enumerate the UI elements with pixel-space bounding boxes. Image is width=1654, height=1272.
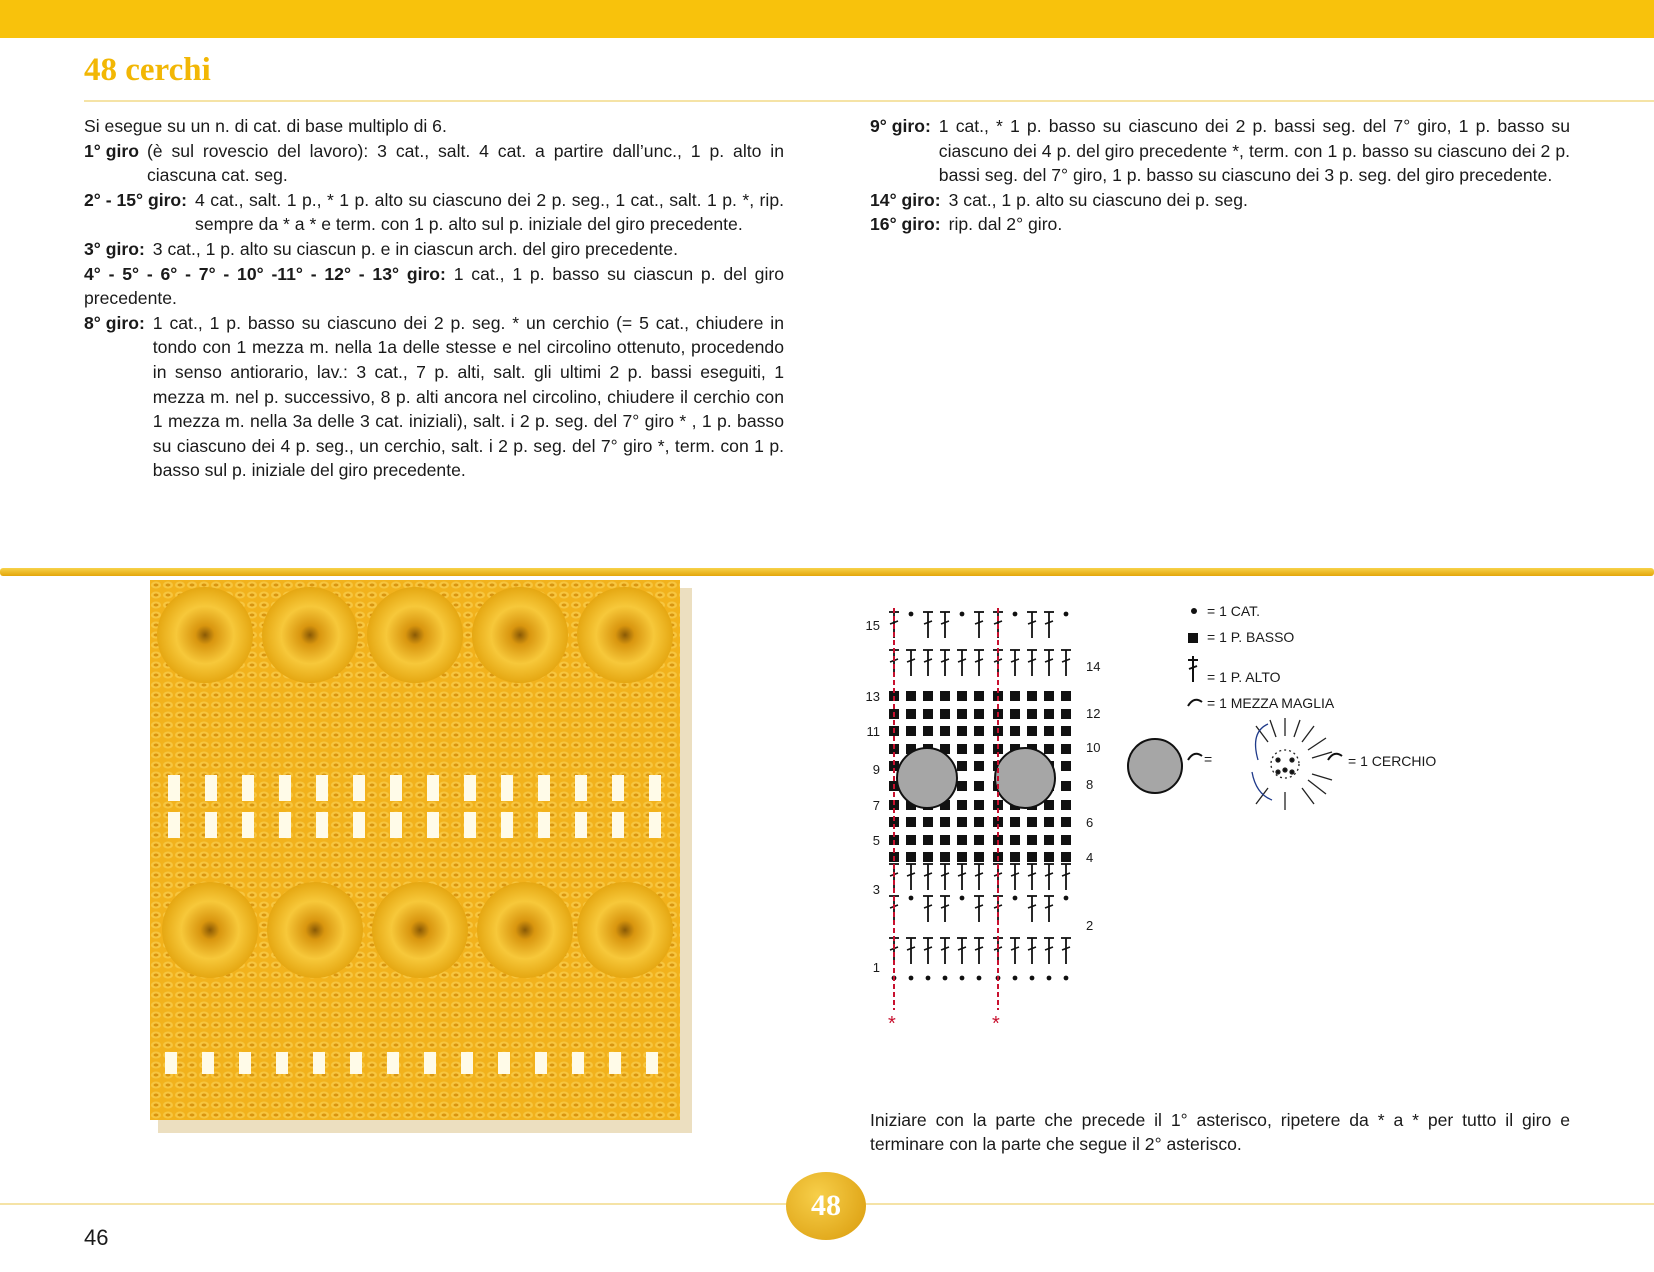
legend-cerchio: = 1 CERCHIO bbox=[1348, 753, 1437, 769]
step-text: 1 cat., * 1 p. basso su ciascuno dei 2 p. bassi seg. del 7° giro, 1 p. basso su ciascuno dei 4 p. del giro precedente *, term. con 1 p. basso su ciascuno dei 2 p. bassi seg. del 7° giro, 1 p. basso su ciascuno dei 3 p. seg. del giro precedente. bbox=[938, 116, 1570, 186]
step-text: (è sul rovescio del lavoro): 3 cat., salt. 4 cat. a partire dall’unc., 1 p. alto in ciascuna cat. seg. bbox=[146, 140, 784, 186]
chain-stitch bbox=[1013, 612, 1018, 617]
legend-alto: = 1 P. ALTO bbox=[1207, 669, 1281, 685]
chain-stitch bbox=[909, 896, 914, 901]
row-number: 5 bbox=[872, 833, 880, 848]
single-crochet-stitch bbox=[1010, 691, 1020, 701]
chain-stitch bbox=[960, 612, 965, 617]
row-number: 2 bbox=[1086, 918, 1094, 933]
pattern-number-badge: 48 bbox=[786, 1172, 866, 1240]
step-label: 16° giro: bbox=[870, 214, 941, 235]
step-row-9 bbox=[870, 114, 1570, 188]
single-crochet-stitch bbox=[957, 744, 967, 754]
step-text: 1 cat., 1 p. basso su ciascun p. del giro precedente. bbox=[84, 263, 784, 309]
row-number: 10 bbox=[1086, 740, 1101, 755]
intro-line: Si esegue su un n. di cat. di base multiplo di 6. bbox=[84, 116, 447, 136]
page-number: 46 bbox=[84, 1225, 109, 1250]
single-crochet-stitch bbox=[1010, 709, 1020, 719]
chain-stitch bbox=[1047, 976, 1052, 981]
step-label: 1° giro bbox=[84, 140, 139, 161]
single-crochet-stitch bbox=[1027, 835, 1037, 845]
row-number: 8 bbox=[1086, 777, 1094, 792]
single-crochet-stitch bbox=[923, 709, 933, 719]
single-crochet-stitch bbox=[1044, 800, 1054, 810]
page-title: 48 cerchi bbox=[84, 52, 211, 88]
step-row-16 bbox=[870, 212, 1570, 237]
crochet-swatch-photo bbox=[150, 580, 700, 1140]
chain-stitch bbox=[926, 976, 931, 981]
single-crochet-stitch bbox=[1010, 726, 1020, 736]
single-crochet-stitch bbox=[1010, 835, 1020, 845]
single-crochet-stitch bbox=[940, 835, 950, 845]
single-crochet-stitch bbox=[974, 761, 984, 771]
yarn-strand-divider bbox=[0, 568, 1654, 576]
single-crochet-stitch bbox=[974, 852, 984, 862]
single-crochet-stitch bbox=[906, 726, 916, 736]
single-crochet-stitch bbox=[923, 691, 933, 701]
chart-legend bbox=[1128, 603, 1436, 810]
asterisk-marker: * bbox=[992, 1013, 1000, 1030]
flower-row-bottom bbox=[162, 882, 673, 978]
chain-stitch bbox=[909, 976, 914, 981]
legend-cat: = 1 CAT. bbox=[1207, 603, 1261, 619]
single-crochet-stitch bbox=[906, 852, 916, 862]
chain-stitch bbox=[1030, 976, 1035, 981]
circle-diagram-icon bbox=[1252, 718, 1332, 810]
single-crochet-stitch bbox=[923, 726, 933, 736]
step-label: 2° - 15° giro: bbox=[84, 189, 188, 210]
row-number: 9 bbox=[872, 762, 880, 777]
crochet-chart bbox=[850, 600, 1450, 1030]
single-crochet-stitch bbox=[1061, 852, 1071, 862]
row-number: 13 bbox=[865, 689, 880, 704]
chain-stitch bbox=[909, 612, 914, 617]
single-crochet-stitch bbox=[1061, 817, 1071, 827]
top-color-bar bbox=[0, 0, 1654, 38]
single-crochet-stitch bbox=[1010, 817, 1020, 827]
single-crochet-stitch bbox=[974, 835, 984, 845]
single-crochet-stitch bbox=[957, 726, 967, 736]
single-crochet-stitch bbox=[923, 817, 933, 827]
chain-stitch bbox=[1013, 896, 1018, 901]
single-crochet-stitch bbox=[1027, 726, 1037, 736]
step-text: 1 cat., 1 p. basso su ciascuno dei 2 p. seg. * un cerchio (= 5 cat., chiudere in tondo con 1 mezza m. nella 1a delle stesse e nel circolino ottenuto, procedendo in senso antiorario, lav.: 3 cat., 7 p. alti, salt. gli ultimi 2 p. bassi eseguiti, 1 mezza m. nel p. successivo, 8 p. alti ancora nel circolino, chiudere il cerchio con 1 mezza m. nella 3a delle 3 cat. iniziali), salt. i 2 p. seg. del 7° giro * , 1 p. basso su ciascuno dei 4 p. seg., un cerchio, salt. i 2 p. seg. del 7° giro *, term. con 1 p. basso sul p. iniziale del giro precedente. bbox=[152, 312, 784, 481]
row-number: 11 bbox=[866, 724, 880, 739]
row-number: 15 bbox=[865, 618, 880, 633]
chart-symbols bbox=[889, 612, 1071, 981]
step-text: 3 cat., 1 p. alto su ciascuno dei p. seg. bbox=[948, 189, 1248, 210]
single-crochet-stitch bbox=[940, 691, 950, 701]
step-row-2-15 bbox=[84, 188, 784, 237]
double-crochet-symbol-icon bbox=[1188, 656, 1198, 682]
legend-mezza: = 1 MEZZA MAGLIA bbox=[1207, 695, 1335, 711]
single-crochet-stitch bbox=[1027, 709, 1037, 719]
slip-stitch-symbol-icon bbox=[1188, 754, 1202, 760]
single-crochet-stitch bbox=[1044, 835, 1054, 845]
legend-equals: = bbox=[1204, 751, 1213, 767]
single-crochet-stitch bbox=[940, 817, 950, 827]
single-crochet-stitch bbox=[1010, 852, 1020, 862]
chain-stitch bbox=[1064, 976, 1069, 981]
single-crochet-stitch bbox=[940, 726, 950, 736]
chain-symbol-icon bbox=[1191, 608, 1197, 614]
slip-stitch-symbol-icon bbox=[1328, 754, 1342, 760]
single-crochet-stitch bbox=[1061, 761, 1071, 771]
step-label: 8° giro: bbox=[84, 312, 145, 333]
row-number: 4 bbox=[1086, 850, 1094, 865]
chain-stitch bbox=[943, 976, 948, 981]
circle-motif bbox=[897, 748, 957, 808]
step-label: 14° giro: bbox=[870, 189, 941, 210]
single-crochet-stitch bbox=[1044, 852, 1054, 862]
circle-symbol-icon bbox=[1128, 739, 1182, 793]
single-crochet-stitch bbox=[923, 852, 933, 862]
single-crochet-stitch bbox=[957, 835, 967, 845]
step-row-4-13 bbox=[84, 262, 784, 311]
row-number: 6 bbox=[1086, 815, 1094, 830]
single-crochet-stitch bbox=[1061, 691, 1071, 701]
step-row-3 bbox=[84, 237, 784, 262]
single-crochet-symbol-icon bbox=[1188, 633, 1198, 643]
row-numbers-right bbox=[1086, 659, 1100, 933]
step-text: 3 cat., 1 p. alto su ciascun p. e in ciascun arch. del giro precedente. bbox=[152, 238, 678, 259]
row-number: 3 bbox=[872, 882, 880, 897]
single-crochet-stitch bbox=[957, 691, 967, 701]
flower-row-top bbox=[157, 587, 673, 683]
single-crochet-stitch bbox=[940, 852, 950, 862]
asterisk-marker: * bbox=[888, 1013, 896, 1030]
single-crochet-stitch bbox=[1027, 817, 1037, 827]
single-crochet-stitch bbox=[906, 691, 916, 701]
single-crochet-stitch bbox=[957, 800, 967, 810]
single-crochet-stitch bbox=[957, 781, 967, 791]
single-crochet-stitch bbox=[974, 800, 984, 810]
step-row-8 bbox=[84, 311, 784, 483]
chain-stitch bbox=[960, 976, 965, 981]
single-crochet-stitch bbox=[974, 691, 984, 701]
single-crochet-stitch bbox=[906, 817, 916, 827]
row-number: 1 bbox=[872, 960, 880, 975]
instructions-left bbox=[84, 114, 784, 483]
chain-stitch bbox=[977, 976, 982, 981]
circle-motif bbox=[995, 748, 1055, 808]
single-crochet-stitch bbox=[906, 835, 916, 845]
chain-stitch bbox=[1064, 612, 1069, 617]
single-crochet-stitch bbox=[957, 852, 967, 862]
chain-stitch bbox=[1064, 896, 1069, 901]
row-number: 12 bbox=[1086, 706, 1101, 721]
single-crochet-stitch bbox=[923, 835, 933, 845]
single-crochet-stitch bbox=[974, 781, 984, 791]
single-crochet-stitch bbox=[1044, 744, 1054, 754]
single-crochet-stitch bbox=[1044, 726, 1054, 736]
single-crochet-stitch bbox=[974, 744, 984, 754]
single-crochet-stitch bbox=[940, 709, 950, 719]
single-crochet-stitch bbox=[906, 709, 916, 719]
single-crochet-stitch bbox=[974, 817, 984, 827]
step-label: 3° giro: bbox=[84, 238, 145, 259]
instructions-right bbox=[870, 114, 1570, 237]
row-number: 14 bbox=[1086, 659, 1101, 674]
single-crochet-stitch bbox=[974, 709, 984, 719]
legend-basso: = 1 P. BASSO bbox=[1207, 629, 1295, 645]
single-crochet-stitch bbox=[1061, 744, 1071, 754]
single-crochet-stitch bbox=[1044, 817, 1054, 827]
single-crochet-stitch bbox=[957, 709, 967, 719]
single-crochet-stitch bbox=[974, 726, 984, 736]
single-crochet-stitch bbox=[1061, 709, 1071, 719]
slip-stitch-symbol-icon bbox=[1188, 700, 1202, 706]
chain-stitch bbox=[960, 896, 965, 901]
chain-stitch bbox=[1013, 976, 1018, 981]
single-crochet-stitch bbox=[1061, 781, 1071, 791]
single-crochet-stitch bbox=[1027, 852, 1037, 862]
step-label: 9° giro: bbox=[870, 116, 931, 136]
single-crochet-stitch bbox=[1044, 691, 1054, 701]
step-text: 4 cat., salt. 1 p., * 1 p. alto su ciascuno dei 2 p. seg., 1 cat., salt. 1 p. *, rip. sempre da * a * e term. con 1 p. alto sul p. iniziale del giro precedente. bbox=[195, 189, 784, 235]
row-numbers-left bbox=[866, 618, 880, 975]
step-row-14 bbox=[870, 188, 1570, 213]
step-label: 4° - 5° - 6° - 7° - 10° -11° - 12° - 13° giro: bbox=[84, 263, 446, 284]
single-crochet-stitch bbox=[1027, 691, 1037, 701]
step-row-1 bbox=[84, 139, 784, 188]
single-crochet-stitch bbox=[1061, 835, 1071, 845]
title-divider bbox=[84, 100, 1654, 102]
single-crochet-stitch bbox=[957, 817, 967, 827]
single-crochet-stitch bbox=[1061, 800, 1071, 810]
step-text: rip. dal 2° giro. bbox=[948, 214, 1063, 235]
chart-note: Iniziare con la parte che precede il 1° asterisco, ripetere da * a * per tutto il giro e terminare con la parte che segue il 2° asterisco. bbox=[870, 1109, 1570, 1155]
single-crochet-stitch bbox=[1044, 709, 1054, 719]
row-number: 7 bbox=[872, 798, 880, 813]
single-crochet-stitch bbox=[957, 761, 967, 771]
single-crochet-stitch bbox=[1061, 726, 1071, 736]
